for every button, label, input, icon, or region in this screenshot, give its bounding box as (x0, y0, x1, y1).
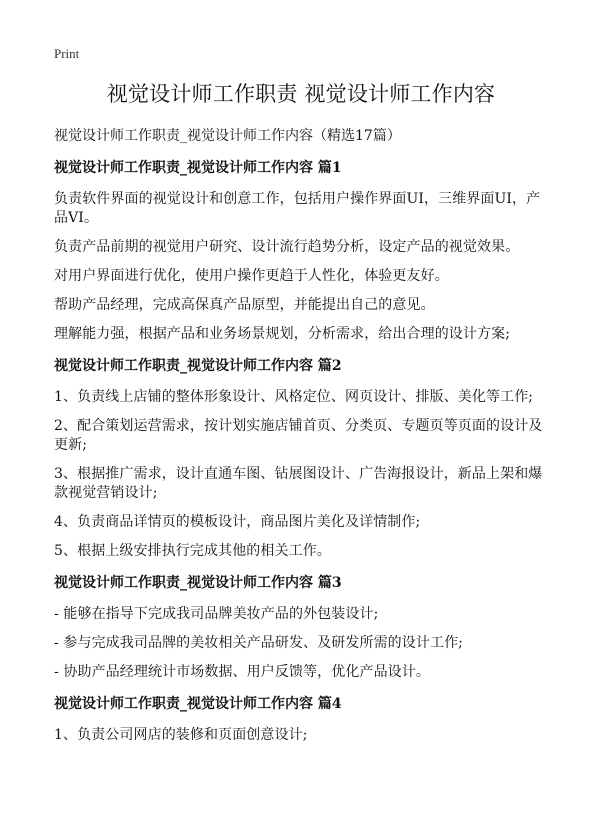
section-paragraph: 负责产品前期的视觉用户研究、设计流行趋势分析，设定产品的视觉效果。 (54, 239, 520, 255)
page-title: 视觉设计师工作职责 视觉设计师工作内容 (106, 82, 496, 106)
section-3 (54, 573, 548, 682)
section-1 (54, 158, 548, 344)
section-4 (54, 694, 548, 745)
section-2 (54, 356, 548, 561)
section-paragraph: 4、负责商品详情页的模板设计，商品图片美化及详情制作; (54, 514, 421, 530)
section-heading: 视觉设计师工作职责_视觉设计师工作内容 篇3 (54, 575, 342, 591)
section-paragraph: 1、负责线上店铺的整体形象设计、风格定位、网页设计、排版、美化等工作; (54, 389, 534, 405)
section-paragraph: - 参与完成我司品牌的美妆相关产品研发、及研发所需的设计工作; (54, 635, 463, 651)
section-paragraph: - 能够在指导下完成我司品牌美妆产品的外包装设计; (54, 606, 379, 622)
section-paragraph: 帮助产品经理，完成高保真产品原型，并能提出自己的意见。 (54, 297, 435, 313)
section-paragraph: 负责软件界面的视觉设计和创意工作，包括用户操作界面UI，三维界面UI，产品VI。 (54, 191, 541, 226)
section-paragraph: 3、根据推广需求，设计直通车图、钻展图设计、广告海报设计，新品上架和爆款视觉营销设计; (54, 466, 543, 501)
section-heading: 视觉设计师工作职责_视觉设计师工作内容 篇4 (54, 696, 342, 712)
document-subtitle: 视觉设计师工作职责_视觉设计师工作内容（精选17篇） (54, 128, 401, 144)
print-link[interactable]: Print (54, 46, 80, 61)
section-paragraph: 1、负责公司网店的装修和页面创意设计; (54, 727, 308, 743)
section-paragraph: - 协助产品经理统计市场数据、用户反馈等，优化产品设计。 (54, 664, 430, 680)
section-paragraph: 5、根据上级安排执行完成其他的相关工作。 (54, 543, 331, 559)
section-paragraph: 对用户界面进行优化，使用户操作更趋于人性化，体验更友好。 (54, 268, 449, 284)
section-paragraph: 理解能力强，根据产品和业务场景规划，分析需求，给出合理的设计方案; (54, 326, 511, 342)
section-heading: 视觉设计师工作职责_视觉设计师工作内容 篇1 (54, 160, 342, 176)
document-body (54, 158, 548, 745)
section-paragraph: 2、配合策划运营需求，按计划实施店铺首页、分类页、专题页等页面的设计及更新; (54, 418, 543, 453)
section-heading: 视觉设计师工作职责_视觉设计师工作内容 篇2 (54, 358, 342, 374)
